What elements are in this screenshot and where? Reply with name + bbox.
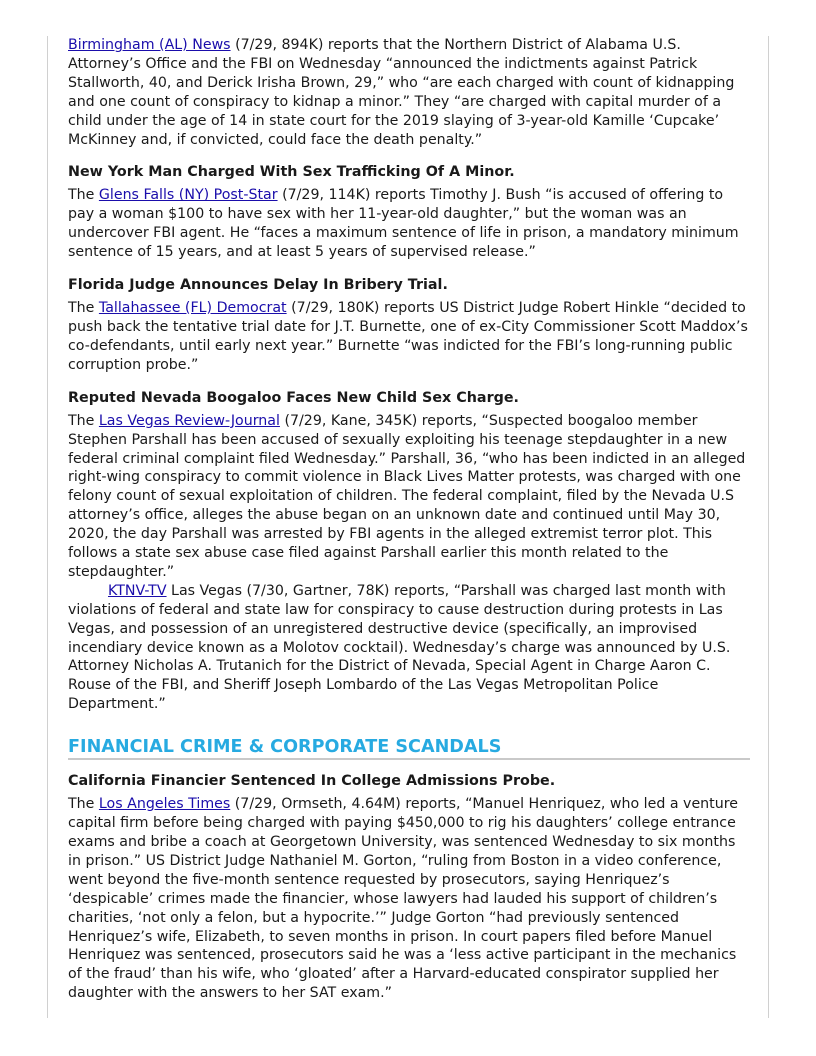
story-paragraph: Birmingham (AL) News (7/29, 894K) reports that the Northern District of Alabama U.S. Attorney’s Office and the FBI on Wednesday “announced the indictments against Patrick Stallworth, 40, and Derick Irisha Brown, 29,” who “are each charged with count of kidnapping and one count of conspiracy to kidnap a minor.” They “are charged with capital murder of a child under the age of 14 in state court for the 2019 slaying of 3-year-old Kamille ‘Cupcake’ McKinney and, if convicted, could face the death penalty.” xyxy=(68,37,735,148)
newsletter-content xyxy=(68,36,750,1003)
source-link-tallahassee-democrat[interactable]: Tallahassee (FL) Democrat xyxy=(98,300,287,317)
story-paragraph: The Glens Falls (NY) Post-Star (7/29, 114K) reports Timothy J. Bush “is accused of offering to pay a woman $100 to have sex with her 11-year-old daughter,” but the woman was an undercover FBI agent. He “faces a maximum sentence of life in prison, a mandatory minimum sentence of 15 years, and at least 5 years of supervised release.” xyxy=(68,187,739,261)
source-link-la-times[interactable]: Los Angeles Times xyxy=(98,796,231,813)
story-headline: California Financier Sentenced In College Admissions Probe. xyxy=(68,773,556,790)
story-headline: Reputed Nevada Boogaloo Faces New Child Sex Charge. xyxy=(68,389,519,406)
story-paragraph: The Tallahassee (FL) Democrat (7/29, 180K) reports US District Judge Robert Hinkle “decided to push back the tentative trial date for J.T. Burnette, one of ex-City Commissioner Scott Maddox’s co-defendants, until early next year.” Burnette “was indicted for the FBI’s long-running public corruption probe.” xyxy=(68,300,748,373)
story-headline: New York Man Charged With Sex Trafficking Of A Minor. xyxy=(68,164,515,181)
source-link-birmingham-news[interactable]: Birmingham (AL) News xyxy=(68,37,231,53)
source-link-review-journal[interactable]: Las Vegas Review-Journal xyxy=(98,412,280,429)
source-link-post-star[interactable]: Glens Falls (NY) Post-Star xyxy=(98,187,278,204)
source-link-ktnv[interactable]: KTNV-TV xyxy=(108,582,167,599)
section-heading: FINANCIAL CRIME & CORPORATE SCANDALS xyxy=(68,736,750,760)
story-paragraph: The Las Vegas Review-Journal (7/29, Kane, 345K) reports, “Suspected boogaloo member Stephen Parshall has been accused of sexually exploiting his teenage stepdaughter in a new federal criminal complaint filed Wednesday.” Parshall, 36, “who has been indicted in an alleged right-wing conspiracy to commit violence in Black Lives Matter protests, was charged with one felony count of sexual exploitation of children. The federal complaint, filed by the Nevada U.S attorney’s office, alleges the abuse began on an unknown date and continued until May 30, 2020, the day Parshall was arrested by FBI agents in the alleged extremist terror plot. This follows a state sex abuse case filed against Parshall earlier this month related to the stepdaughter.” xyxy=(68,412,746,580)
story-paragraph: The Los Angeles Times (7/29, Ormseth, 4.64M) reports, “Manuel Henriquez, who led a venture capital firm before being charged with paying $450,000 to rig his daughters’ college entrance exams and bribe a coach at Georgetown University, was sentenced Wednesday to six months in prison.” US District Judge Nathaniel M. Gorton, “ruling from Boston in a video conference, went beyond the five-month sentence requested by prosecutors, saying Henriquez’s ‘despicable’ crimes made the financier, whose lawyers had lauded his support of children’s charities, ‘not only a felon, but a hypocrite.’” Judge Gorton “had previously sentenced Henriquez’s wife, Elizabeth, to seven months in prison. In court papers filed before Manuel Henriquez was sentenced, prosecutors said he was a ‘less active participant in the mechanics of the fraud’ than his wife, who ‘gloated’ after a Harvard-educated conspirator supplied her daughter with the answers to her SAT exam.” xyxy=(68,796,738,1002)
story-headline: Florida Judge Announces Delay In Bribery Trial. xyxy=(68,277,448,294)
story-paragraph: KTNV-TV Las Vegas (7/30, Gartner, 78K) reports, “Parshall was charged last month with violations of federal and state law for conspiracy to cause destruction during protests in Las Vegas, and possession of an unregistered destructive device (specifically, an improvised incendiary device known as a Molotov cocktail). Wednesday’s charge was announced by U.S. Attorney Nicholas A. Trutanich for the District of Nevada, Special Agent in Charge Aaron C. Rouse of the FBI, and Sheriff Joseph Lombardo of the Las Vegas Metropolitan Police Department.” xyxy=(68,582,731,713)
